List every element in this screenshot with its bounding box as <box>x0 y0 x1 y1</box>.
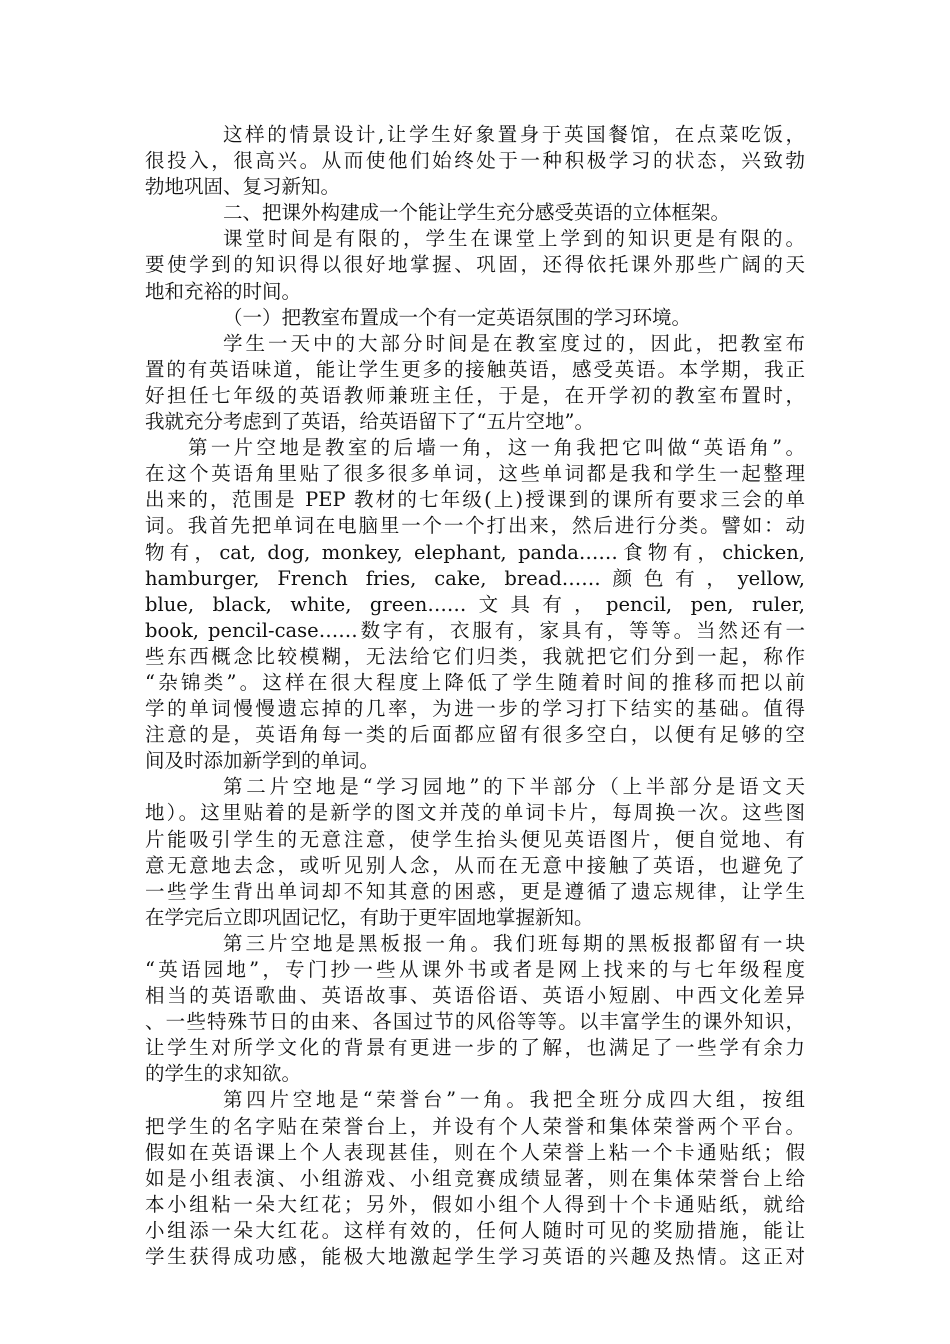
text-line: 我就充分考虑到了英语，给英语留下了“五片空地”。 <box>145 410 594 434</box>
text-line: 、一些特殊节日的由来、各国过节的风俗等等。以丰富学生的课外知识， <box>145 1010 805 1034</box>
text-line: 意无意地去念，或听见别人念，从而在无意中接触了英语，也避免了 <box>145 853 805 877</box>
text-line: 学生一天中的大部分时间是在教室度过的，因此，把教室布 <box>223 331 805 355</box>
text-line: 如是小组表演、小组游戏、小组竞赛成绩显著，则在集体荣誉台上给 <box>145 1166 805 1190</box>
text-line: 把学生的名字贴在荣誉台上，并设有个人荣誉和集体荣誉两个平台。 <box>145 1114 805 1138</box>
text-line: 假如在英语课上个人表现甚佳，则在个人荣誉上粘一个卡通贴纸；假 <box>145 1140 805 1164</box>
text-line: book, pencil-case……数字有，衣服有，家具有，等等。当然还有一 <box>145 618 805 642</box>
text-line: blue, black, white, green……文具有，pencil, pen, ruler, <box>145 592 805 616</box>
text-line: “杂锦类”。这样在很大程度上降低了学生随着时间的推移而把以前 <box>145 670 805 694</box>
text-line: 学生获得成功感，能极大地激起学生学习英语的兴趣及热情。这正对 <box>145 1245 805 1269</box>
text-line: 一些学生背出单词却不知其意的困惑，更是遵循了遗忘规律，让学生 <box>145 879 805 903</box>
text-line: 让学生对所学文化的背景有更进一步的了解，也满足了一些学有余力 <box>145 1036 805 1060</box>
text-line: 相当的英语歌曲、英语故事、英语俗语、英语小短剧、中西文化差异 <box>145 984 805 1008</box>
text-line: “英语园地”，专门抄一些从课外书或者是网上找来的与七年级程度 <box>145 958 805 981</box>
text-line: 勃地巩固、复习新知。 <box>145 175 341 199</box>
text-line: 很投入，很高兴。从而使他们始终处于一种积极学习的状态，兴致勃 <box>145 149 805 173</box>
text-line: 小组添一朵大红花。这样有效的，任何人随时可见的奖励措施，能让 <box>145 1218 805 1242</box>
text-line: 出来的，范围是 PEP 教材的七年级(上)授课到的课所有要求三会的单 <box>145 488 805 512</box>
text-line: 第三片空地是黑板报一角。我们班每期的黑板报都留有一块 <box>223 931 805 955</box>
text-line: 物有，cat, dog, monkey, elephant, panda……食物有，chicken, <box>145 540 805 564</box>
text-line: 二、把课外构建成一个能让学生充分感受英语的立体框架。 <box>223 201 731 225</box>
text-line: 好担任七年级的英语教师兼班主任，于是，在开学初的教室布置时， <box>145 383 805 407</box>
text-line: （一）把教室布置成一个有一定英语氛围的学习环境。 <box>223 305 692 329</box>
text-line: 课堂时间是有限的，学生在课堂上学到的知识更是有限的。 <box>223 227 805 251</box>
text-line: 的学生的求知欲。 <box>145 1062 302 1086</box>
text-line: 注意的是，英语角每一类的后面都应留有很多空白，以便有足够的空 <box>145 723 805 747</box>
text-line: 在学完后立即巩固记忆，有助于更牢固地掌握新知。 <box>145 905 594 929</box>
text-line: 在这个英语角里贴了很多很多单词，这些单词都是我和学生一起整理 <box>145 462 805 486</box>
text-line: 第四片空地是“荣誉台”一角。我把全班分成四大组，按组 <box>223 1088 805 1112</box>
text-line: 间及时添加新学到的单词。 <box>145 749 380 773</box>
text-line: hamburger, French fries, cake, bread……颜色有，yellow, <box>145 566 805 590</box>
text-line: 地和充裕的时间。 <box>145 279 302 303</box>
text-line: 置的有英语味道，能让学生更多的接触英语，感受英语。本学期，我正 <box>145 357 805 381</box>
text-line: 要使学到的知识得以很好地掌握、巩固，还得依托课外那些广阔的天 <box>145 253 805 277</box>
text-line: 片能吸引学生的无意注意，使学生抬头便见英语图片，便自觉地、有 <box>145 827 805 851</box>
text-line: 第一片空地是教室的后墙一角，这一角我把它叫做“英语角”。 <box>188 436 805 460</box>
text-line: 第二片空地是“学习园地”的下半部分（上半部分是语文天 <box>223 775 805 799</box>
text-line: 些东西概念比较模糊，无法给它们归类，我就把它们分到一起，称作 <box>145 644 805 668</box>
text-line: 词。我首先把单词在电脑里一个一个打出来，然后进行分类。譬如：动 <box>145 514 805 538</box>
document-body-text <box>145 122 805 1270</box>
text-line: 本小组粘一朵大红花；另外，假如小组个人得到十个卡通贴纸，就给 <box>145 1192 805 1216</box>
text-line: 这样的情景设计,让学生好象置身于英国餐馆，在点菜吃饭， <box>223 123 805 146</box>
text-line: 学的单词慢慢遗忘掉的几率，为进一步的学习打下结实的基础。值得 <box>145 697 805 721</box>
text-line: 地）。这里贴着的是新学的图文并茂的单词卡片，每周换一次。这些图 <box>145 801 805 825</box>
